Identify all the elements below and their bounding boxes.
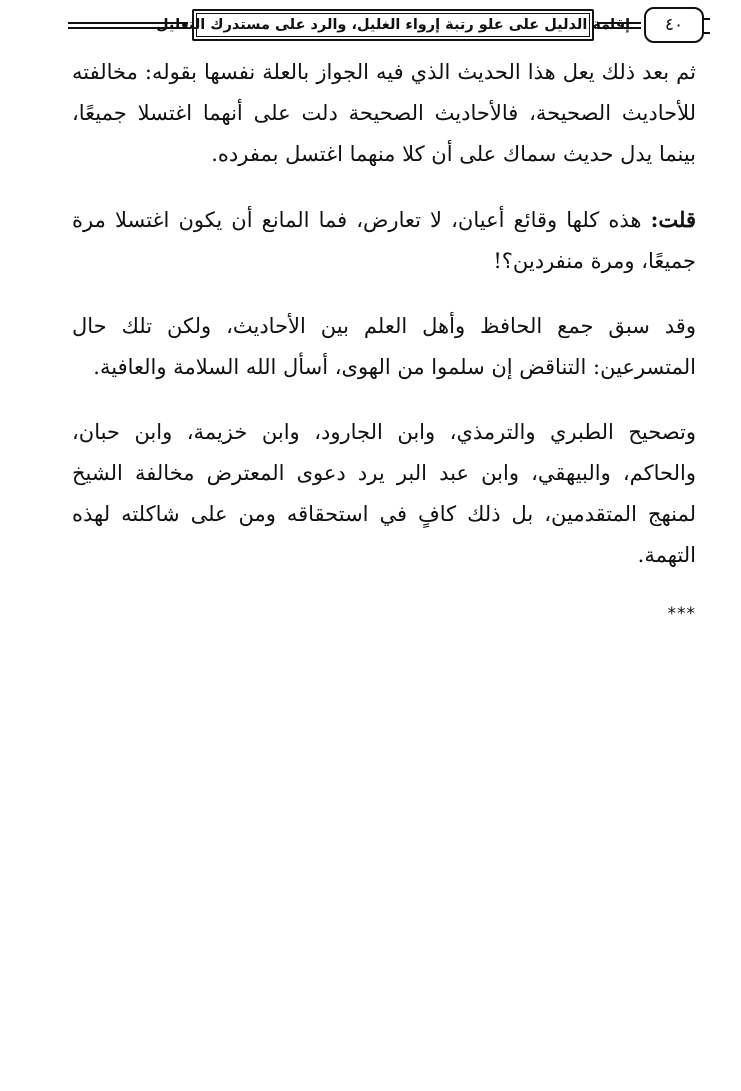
- paragraph-3: وقد سبق جمع الحافظ وأهل العلم بين الأحاديث، ولكن تلك حال المتسرعين: التناقض إن سلموا من الهوى، أسأل الله السلامة والعافية.: [72, 314, 696, 379]
- paragraph-2: [72, 199, 696, 282]
- book-title-frame: [155, 9, 631, 41]
- paragraph-4: وتصحيح الطبري والترمذي، وابن الجارود، وابن خزيمة، وابن حبان، والحاكم، والبيهقي، وابن عبد البر يرد دعوى المعترض مخالفة الشيخ لمنهج المتقدمين، بل ذلك كافٍ في استحقاقه ومن على شاكلته لهذه التهمة.: [72, 420, 696, 567]
- page-number: ٤٠: [664, 15, 684, 35]
- section-separator: ***: [667, 604, 696, 624]
- paragraph-1: ثم بعد ذلك يعل هذا الحديث الذي فيه الجواز بالعلة نفسها بقوله: مخالفته للأحاديث الصحيحة، فالأحاديث الصحيحة دلت على أنهما اغتسلا جميعًا، بينما يدل حديث سماك على أن كلا منهما اغتسل بمفرده.: [72, 60, 696, 166]
- book-title: إقامة الدليل على علو رتبة إرواء الغليل، والرد على مستدرك التعليل: [155, 17, 631, 33]
- running-header: [68, 6, 708, 46]
- header-rule-right: [597, 22, 641, 29]
- paragraph-2-text: هذه كلها وقائع أعيان، لا تعارض، فما المانع أن يكون اغتسلا مرة جميعًا، ومرة منفردين؟!: [72, 208, 696, 273]
- page-number-frame: [644, 7, 704, 43]
- note-label: قلت:: [650, 207, 696, 232]
- header-end-mark: [704, 18, 710, 34]
- page-body: [72, 52, 696, 635]
